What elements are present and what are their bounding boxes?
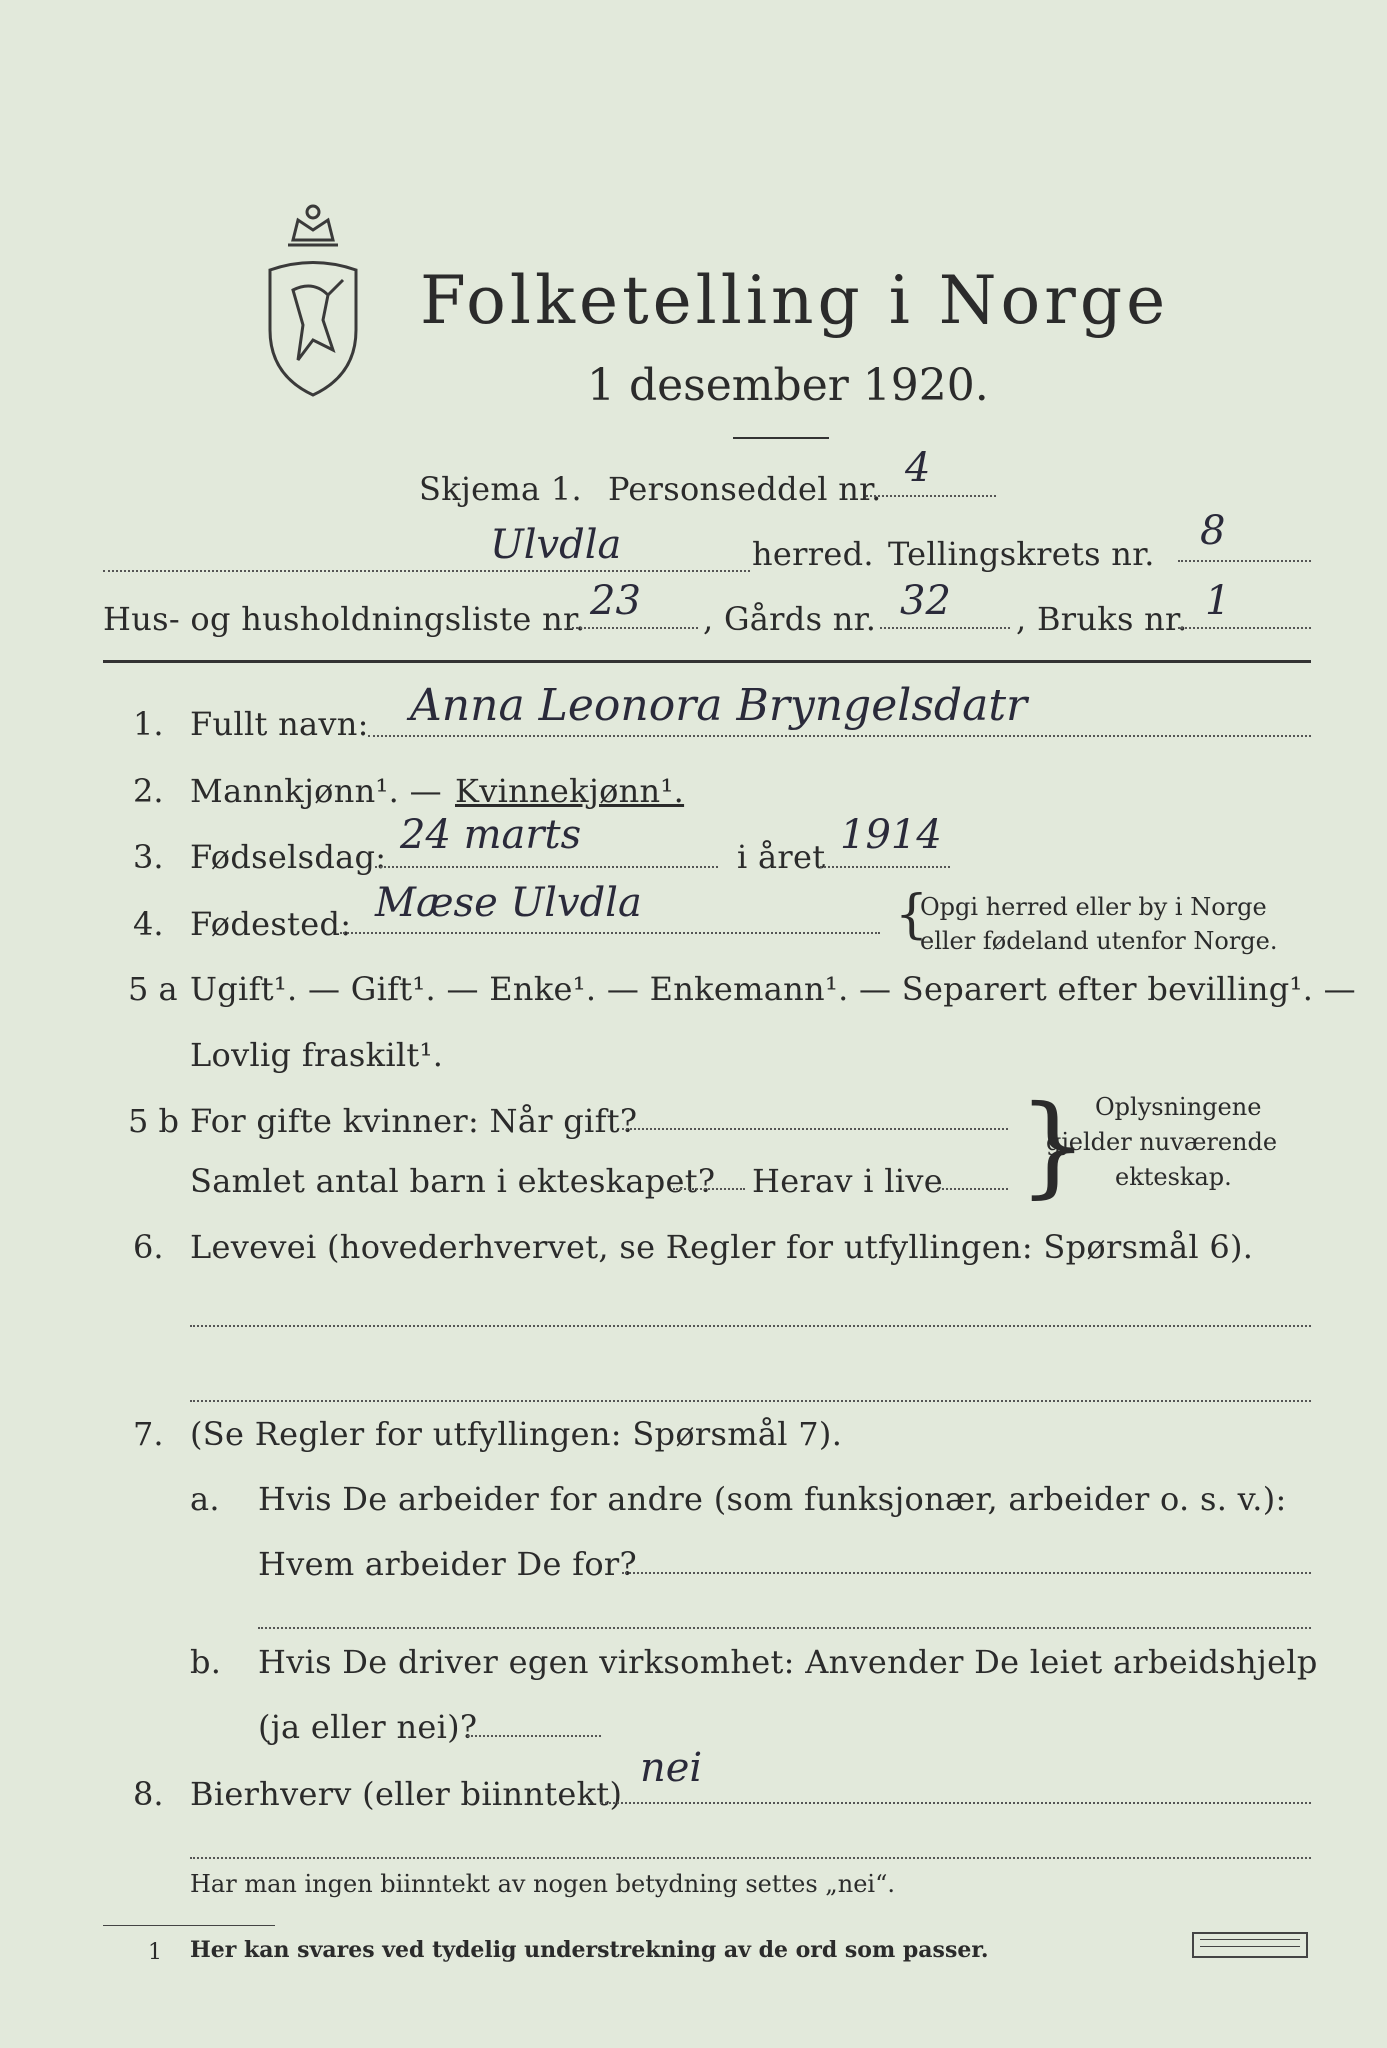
herred-label: herred. [752, 535, 874, 573]
brace-icon-2: } [1018, 1081, 1089, 1209]
q7a-label: Hvis De arbeider for andre (som funksjonær, arbeider o. s. v.): [258, 1480, 1287, 1518]
birthyear-value: 1914 [840, 812, 942, 858]
husliste-value: 23 [590, 578, 641, 624]
q5b-children-label: Samlet antal barn i ekteskapet? [190, 1162, 716, 1200]
birthdate-value: 24 marts [400, 812, 582, 858]
q7b-hired-help-label: (ja eller nei)? [258, 1708, 478, 1746]
census-date: 1 desember 1920. [587, 360, 989, 411]
header-rule [103, 660, 1311, 663]
personseddel-label: Personseddel nr. [608, 470, 882, 508]
side-income-value: nei [640, 1745, 703, 1791]
q7a-employer-label: Hvem arbeider De for? [258, 1545, 637, 1583]
q4-note-line2: eller fødeland utenfor Norge. [920, 927, 1278, 955]
tellingskrets-label: Tellingskrets nr. [888, 535, 1155, 573]
q5b-number: 5 b [128, 1102, 180, 1140]
birthplace-value: Mæse Ulvdla [375, 880, 642, 926]
brace-icon: { [895, 885, 929, 945]
footnote-text: Her kan svares ved tydelig understrekning av de ord som passer. [190, 1937, 989, 1963]
q6-label: Levevei (hovederhvervet, se Regler for utfyllingen: Spørsmål 6). [190, 1228, 1254, 1266]
full-name-value: Anna Leonora Bryngelsdatr [410, 680, 1028, 731]
q7b-letter: b. [190, 1643, 222, 1681]
q8-number: 8. [133, 1775, 164, 1813]
q7b-label: Hvis De driver egen virksomhet: Anvender De leiet arbeidshjelp [258, 1643, 1318, 1681]
husliste-label: Hus- og husholdningsliste nr. [103, 600, 586, 638]
q3-number: 3. [133, 838, 164, 876]
q4-label: Fødested: [190, 905, 352, 943]
personseddel-value: 4 [905, 445, 931, 491]
q5a-marital-options: Ugift¹. — Gift¹. — Enke¹. — Enkemann¹. — Separert efter bevilling¹. — [190, 970, 1356, 1008]
q2-number: 2. [133, 772, 164, 810]
q5b-note-line3: ekteskap. [1115, 1163, 1232, 1191]
q6-number: 6. [133, 1228, 164, 1266]
q5a-number: 5 a [128, 970, 178, 1008]
q2-male-label: Mannkjønn¹. — [190, 772, 442, 810]
skjema-label: Skjema 1. [419, 470, 582, 508]
q5b-living-label: Herav i live [752, 1162, 943, 1200]
q8-note: Har man ingen biinntekt av nogen betydning settes „nei“. [190, 1870, 895, 1898]
tellingskrets-value: 8 [1200, 508, 1226, 554]
q7-number: 7. [133, 1415, 164, 1453]
gards-label: , Gårds nr. [703, 600, 877, 638]
q7a-letter: a. [190, 1480, 220, 1518]
q3-year-label: i året [737, 838, 826, 876]
q3-label: Fødselsdag: [190, 838, 387, 876]
q5a-marital-options-line2: Lovlig fraskilt¹. [190, 1036, 444, 1074]
bruks-value: 1 [1205, 578, 1231, 624]
q8-label: Bierhverv (eller biinntekt) [190, 1775, 623, 1813]
q5b-note-line1: Oplysningene [1095, 1093, 1262, 1121]
q7-label: (Se Regler for utfyllingen: Spørsmål 7). [190, 1415, 843, 1453]
q5b-note-line2: gjelder nuværende [1046, 1128, 1278, 1156]
q5b-married-label: For gifte kvinner: Når gift? [190, 1102, 638, 1140]
coat-of-arms-icon [258, 200, 368, 400]
q1-label: Fullt navn: [190, 705, 369, 743]
q4-number: 4. [133, 905, 164, 943]
form-title: Folketelling i Norge [420, 262, 1170, 339]
gards-value: 32 [900, 578, 951, 624]
title-divider [733, 437, 829, 439]
q2-female-label: Kvinnekjønn¹. [455, 772, 685, 810]
herred-value: Ulvdla [490, 522, 622, 568]
q1-number: 1. [133, 705, 164, 743]
q4-note-line1: Opgi herred eller by i Norge [920, 893, 1267, 921]
footnote-mark: 1 [148, 1940, 162, 1965]
printer-stamp [1192, 1932, 1308, 1958]
bruks-label: , Bruks nr. [1016, 600, 1188, 638]
